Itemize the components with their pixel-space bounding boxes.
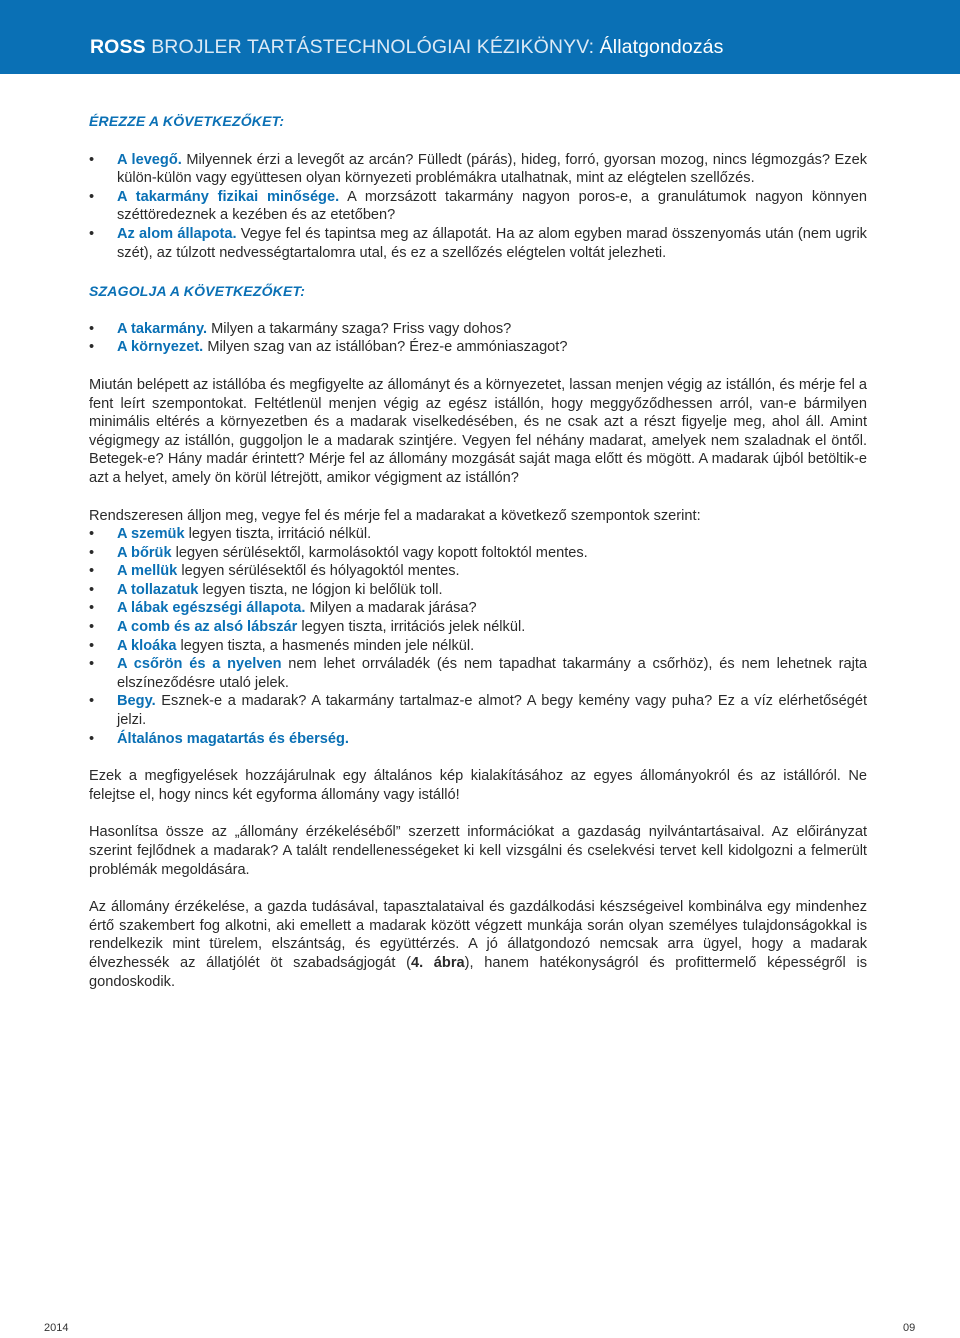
item-text: legyen sérülésektől, karmolásoktól vagy kopott foltoktól mentes.: [171, 544, 588, 561]
item-title: A lábak egészségi állapota.: [117, 600, 306, 617]
header-manual-name: BROJLER TARTÁSTECHNOLÓGIAI KÉZIKÖNYV:: [151, 36, 595, 58]
header-brand: ROSS: [90, 36, 146, 58]
item-text: nem lehet orrváladék (és nem tapadhat takarmány a csőrhöz), és nem lehetnek rajta elszíneződésre utaló jelek.: [117, 656, 867, 691]
list-item: [89, 562, 867, 581]
item-text: legyen tiszta, ne lógjon ki belőlük toll.: [198, 581, 443, 598]
item-text: Milyen a takarmány szaga? Friss vagy dohos?: [211, 320, 512, 337]
item-text: legyen tiszta, irritációs jelek nélkül.: [297, 619, 526, 636]
list-item: [89, 692, 867, 729]
page-content: [89, 112, 867, 991]
para-text: ), hanem hatékonyságról és profittermelő képességről is gondoskodik.: [89, 954, 867, 990]
list-item: [89, 655, 867, 692]
list-item: [89, 151, 867, 188]
para-text: Az állomány érzékelése, a gazda tudásával, tapasztalataival és gazdálkodási készségeivel kombinálva egy mindenhez értő szakembert fog alkotni, aki emellett a madarak között végzett munkája során olyan személyes tulajdonságokkal is rendelkezik mint türelem, elszántság, és együttérzés. A jó állatgondozó nemcsak arra ügyel, hogy a madarak élvezhessék az állatjólét öt szabadságjogát (: [89, 899, 867, 971]
list-item: [89, 525, 867, 544]
item-title: A mellük: [117, 563, 178, 580]
smell-heading: SZAGOLJA A KÖVETKEZŐKET:: [89, 283, 306, 300]
paragraph-stockmanship: [89, 898, 867, 991]
item-text: legyen tiszta, a hasmenés minden jele nélkül.: [176, 637, 475, 654]
item-title: A tollazatuk: [117, 581, 199, 598]
item-text: A morzsázott takarmány nagyon poros-e, a granulátumok nagyon könnyen széttöredeznek a kezében és az etetőben?: [117, 188, 868, 224]
item-text: legyen sérülésektől és hólyagoktól mentes.: [177, 563, 460, 580]
list-item: [89, 225, 867, 262]
item-text: Milyen szag van az istállóban? Érez-e ammóniaszagot?: [207, 339, 568, 356]
feel-list: [89, 151, 867, 263]
feel-heading: ÉREZZE A KÖVETKEZŐKET:: [89, 113, 285, 129]
item-title: A szemük: [117, 526, 185, 543]
list-item: [89, 338, 867, 357]
item-text: Milyen a madarak járása?: [305, 600, 477, 617]
list-item: [89, 320, 867, 339]
list-item: [89, 544, 867, 563]
bird-check-list: [89, 525, 867, 748]
paragraph-compare-records: Hasonlítsa össze az „állomány érzékeléséből” szerzett információkat a gazdaság nyilvántartásaival. Az előirányzat szerint fejlődnek a madarak? A talált rendellenességeket ki kell vizsgálni és cselekvési tervet kell kidolgozni a felmerült problémák megoldására.: [89, 824, 867, 878]
figure-reference: 4. ábra: [410, 954, 465, 971]
page-number: 09: [903, 1322, 916, 1334]
item-title: A kloáka: [117, 637, 177, 654]
header-title: [90, 36, 723, 59]
item-text: Milyennek érzi a levegőt az arcán? Fülledt (párás), hideg, forró, gyorsan mozog, nincs légmozgás? Ezek külön-külön vagy együttesen olyan környezeti problémákra utalhatnak, mint az elégtelen szellőzés.: [117, 151, 867, 187]
list-item: [89, 618, 867, 637]
item-title: A comb és az alsó lábszár: [117, 619, 298, 636]
item-title: Az alom állapota.: [117, 225, 237, 242]
item-title: A takarmány.: [117, 320, 208, 337]
list-item: [89, 730, 867, 749]
list-item: [89, 581, 867, 600]
smell-list: [89, 320, 867, 357]
item-text: legyen tiszta, irritáció nélkül.: [184, 526, 372, 543]
item-title: Begy.: [117, 693, 156, 710]
item-text: Vegye fel és tapintsa meg az állapotát. Ha az alom egyben marad összenyomás után (nem ugrik szét), az túlzott nedvességtartalomra utal, és ez a szellőzés elégtelen voltát jelezheti.: [117, 225, 867, 261]
footer-year: 2014: [44, 1322, 69, 1334]
item-title: A bőrük: [117, 544, 172, 561]
list-item: [89, 599, 867, 618]
paragraph-observations: Ezek a megfigyelések hozzájárulnak egy általános kép kialakításához az egyes állományokról és az istállóról. Ne felejtse el, hogy nincs két egyforma állomány vagy istálló!: [89, 768, 867, 803]
item-title: A csőrön és a nyelven: [117, 656, 282, 673]
item-title: A levegő.: [117, 151, 182, 168]
paragraph-checks-intro: Rendszeresen álljon meg, vegye fel és mérje fel a madarakat a következő szempontok szerint:: [89, 507, 701, 524]
item-text: Esznek-e a madarak? A takarmány tartalmaz-e almot? A begy kemény vagy puha? Ez a víz elérhetőségét jelzi.: [117, 693, 867, 729]
paragraph-walkthrough: Miután belépett az istállóba és megfigyelte az állományt és a környezetet, lassan menjen végig az istállón, és mérje fel a fent leírt szempontokat. Feltétlenül menjen végig az egész istállón, hogy meggyőződhessen arról, van-e bármilyen minimális eltérés a környezetben és a madarak viselkedésében, és ne csak azt a részt figyelje meg, ahol áll. Amint végigmegy az istállón, guggoljon le a madarak szintjére. Vegyen fel néhány madarat, amelyek nem szaladnak el öntől. Betegek-e? Hány madár érintett? Mérje fel az állomány mozgását saját maga előtt és mögött. A madarak újból betöltik-e azt a helyet, amely ön körül létrejött, amikor végigment az istállón?: [89, 376, 867, 486]
item-title: A környezet.: [117, 339, 204, 356]
list-item: [89, 188, 867, 225]
header-chapter: Állatgondozás: [599, 36, 724, 58]
item-title: Általános magatartás és éberség.: [117, 730, 349, 747]
page-header: [0, 0, 960, 74]
item-title: A takarmány fizikai minősége.: [117, 188, 340, 205]
list-item: [89, 637, 867, 656]
